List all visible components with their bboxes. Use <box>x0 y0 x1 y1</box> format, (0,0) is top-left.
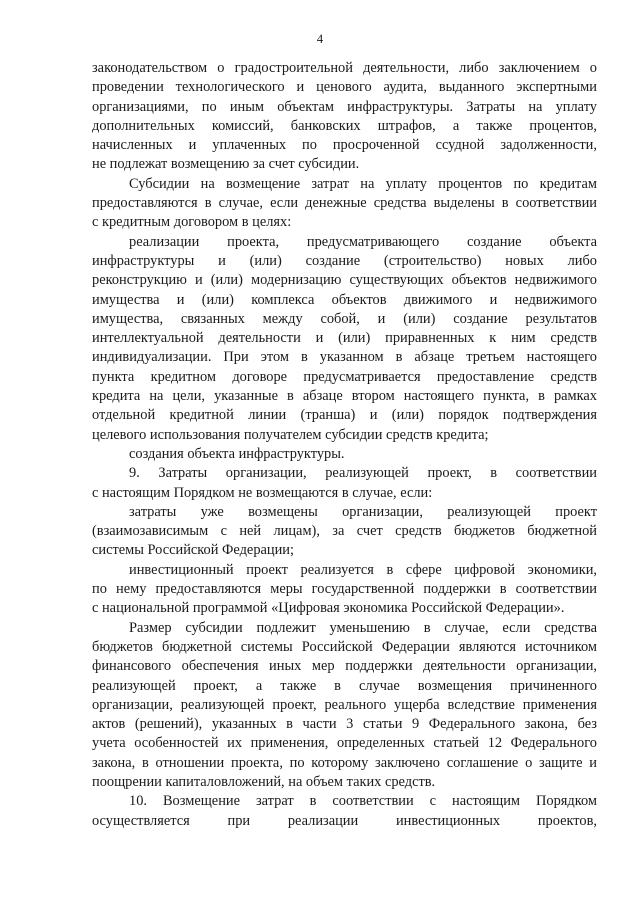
document-body <box>92 59 597 831</box>
paragraph <box>92 792 597 831</box>
text-line: актов (решений), указанных в части 3 статьи 9 Федерального закона, без <box>92 716 597 733</box>
text-line: кредита на цели, указанные в абзаце втором настоящего пункта, в рамках <box>92 388 597 405</box>
text-line: не подлежат возмещению за счет субсидии. <box>92 156 360 173</box>
text-line: имущества, связанных между собой, и (или) создание результатов <box>92 310 597 327</box>
paragraph <box>92 619 597 793</box>
text-line: бюджетов бюджетной системы Российской Федерации являются источником <box>92 638 597 655</box>
text-line: учета особенностей их применения, определенных статьей 12 Федерального <box>92 735 597 752</box>
text-line: системы Российской Федерации; <box>92 542 295 559</box>
text-line: предоставляются в случае, если денежные средства выделены в соответствии <box>92 195 597 212</box>
text-line: индивидуализации. При этом в указанном в абзаце третьем настоящего <box>92 349 597 366</box>
text-line: проведении технологического и ценового аудита, выданного экспертными <box>92 79 597 96</box>
text-line: реализации проекта, предусматривающего создание объекта <box>129 233 597 250</box>
text-line: 9. Затраты организации, реализующей проект, в соответствии <box>129 465 597 482</box>
text-line: пункта кредитном договоре предусматривается предоставление средств <box>92 368 597 385</box>
paragraph <box>92 464 597 503</box>
text-line: реализующей проект, а также в случае возмещения причиненного <box>92 677 597 694</box>
text-line: 10. Возмещение затрат в соответствии с настоящим Порядком <box>129 793 597 810</box>
text-line: организации, реализующей проект, реального ущерба вследствие применения <box>92 696 597 713</box>
paragraph <box>92 175 597 233</box>
text-line: по нему предоставляются меры государственной поддержки в соответствии <box>92 581 597 598</box>
text-line: с национальной программой «Цифровая экономика Российской Федерации». <box>92 600 565 617</box>
text-line: реконструкцию и (или) модернизацию существующих объектов недвижимого <box>92 272 597 289</box>
text-line: создания объекта инфраструктуры. <box>129 445 345 462</box>
text-line: целевого использования получателем субсидии средств кредита; <box>92 426 489 443</box>
text-line: инфраструктуры и (или) создание (строительство) новых либо <box>92 252 597 269</box>
paragraph <box>92 561 597 619</box>
page-number: 4 <box>316 32 324 46</box>
text-line: отдельной кредитной линии (транша) и (или) порядок подтверждения <box>92 407 597 424</box>
text-line: затраты уже возмещены организации, реализующей проект <box>129 503 597 520</box>
text-line: начисленных и уплаченных по просроченной ссудной задолженности, <box>92 137 597 154</box>
paragraph <box>92 503 597 561</box>
paragraph <box>92 59 597 175</box>
text-line: закона, в отношении проекта, по которому заключено соглашение о защите и <box>92 754 597 771</box>
paragraph <box>92 233 597 445</box>
text-line: интеллектуальной деятельности и (или) приравненных к ним средств <box>92 330 597 347</box>
text-line: с кредитным договором в целях: <box>92 214 292 231</box>
text-line: имущества и (или) комплекса объектов движимого и недвижимого <box>92 291 597 308</box>
text-line: финансового обеспечения иных мер поддержки деятельности организации, <box>92 658 597 675</box>
text-line: (взаимозависимым с ней лицам), за счет средств бюджетов бюджетной <box>92 523 597 540</box>
text-line: законодательством о градостроительной деятельности, либо заключением о <box>92 60 597 76</box>
paragraph <box>92 445 597 464</box>
text-line: инвестиционный проект реализуется в сфере цифровой экономики, <box>129 561 597 578</box>
text-line: осуществляется при реализации инвестиционных проектов, <box>92 812 597 829</box>
text-line: дополнительных комиссий, банковских штрафов, а также процентов, <box>92 117 597 134</box>
text-line: с настоящим Порядком не возмещаются в случае, если: <box>92 484 433 501</box>
text-line: Субсидии на возмещение затрат на уплату процентов по кредитам <box>129 175 597 192</box>
text-line: Размер субсидии подлежит уменьшению в случае, если средства <box>129 619 597 636</box>
text-line: организациями, по иным объектам инфраструктуры. Затраты на уплату <box>92 98 597 115</box>
text-line: поощрении капиталовложений, на объем таких средств. <box>92 773 436 790</box>
